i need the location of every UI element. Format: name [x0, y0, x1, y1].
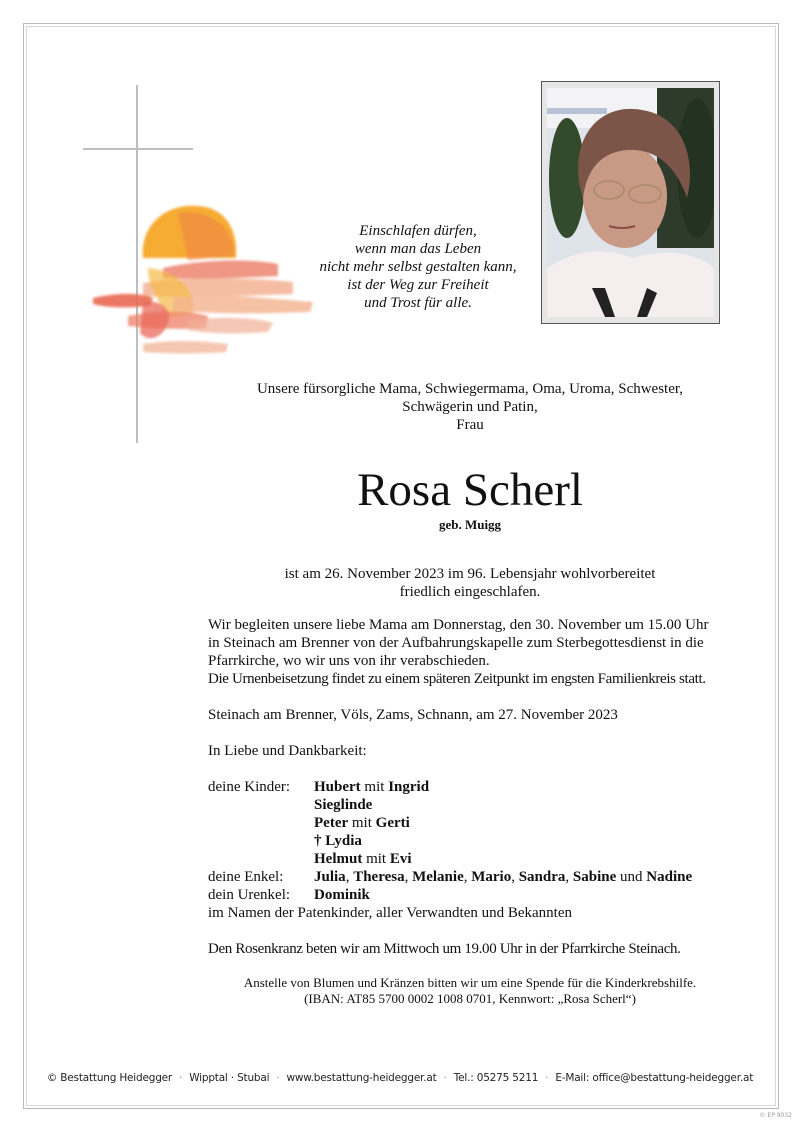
- funeral-line: Wir begleiten unsere liebe Mama am Donnerstag, den 30. November um 15.00 Uhr: [208, 617, 709, 633]
- intro-line: Unsere fürsorgliche Mama, Schwiegermama, Oma, Uroma, Schwester,: [256, 381, 684, 397]
- connector: mit: [348, 815, 376, 831]
- family-row: [208, 868, 748, 886]
- donation-iban: (IBAN: AT85 5700 0002 1008 0701, Kennwort: „Rosa Scherl“): [304, 991, 636, 1006]
- rosary-line: Den Rosenkranz beten wir am Mittwoch um 19.00 Uhr in der Pfarrkirche Steinach.: [208, 941, 681, 957]
- partner-name: Evi: [389, 851, 412, 867]
- poem-line: Einschlafen dürfen,: [359, 223, 477, 239]
- intro-line: Frau: [456, 417, 484, 433]
- separator: ,: [511, 869, 519, 885]
- funeral-line: Pfarrkirche, wo wir uns von ihr verabschieden.: [208, 653, 490, 669]
- footer-website[interactable]: www.bestattung-heidegger.at: [286, 1072, 437, 1084]
- grandchild-name: Theresa: [353, 869, 405, 885]
- child-name: Hubert: [314, 779, 361, 795]
- child-name: Sieglinde: [314, 797, 373, 813]
- funeral-line: Die Urnenbeisetzung findet zu einem späteren Zeitpunkt im engsten Familienkreis statt.: [208, 671, 706, 687]
- on-behalf-line: im Namen der Patenkinder, aller Verwandten und Bekannten: [208, 905, 573, 921]
- child-name: Peter: [314, 815, 349, 831]
- separator: ,: [463, 869, 472, 885]
- footer-copyright: © Bestattung Heidegger: [46, 1072, 173, 1084]
- family-row: [208, 814, 748, 832]
- family-row: [208, 778, 748, 796]
- family-row: [208, 832, 748, 850]
- separator: und: [616, 869, 647, 885]
- family-row: [208, 850, 748, 868]
- footer-email[interactable]: E-Mail: office@bestattung-heidegger.at: [555, 1072, 754, 1084]
- family-row: [208, 796, 748, 814]
- intro-text: [200, 380, 740, 434]
- deceased-name: Rosa Scherl: [357, 464, 583, 516]
- grandchild-name: Sabine: [572, 869, 617, 885]
- partner-name: Ingrid: [388, 779, 430, 795]
- footer: © Bestattung Heidegger · Wipptal · Stubai · www.bestattung-heidegger.at · Tel.: 05275 5211 · E-Mail: office@bestattung-heidegger.at: [46, 1072, 754, 1084]
- greatgrandchild-label: dein Urenkel:: [208, 887, 291, 903]
- grandchild-name: Melanie: [412, 869, 464, 885]
- funeral-text: [208, 616, 748, 688]
- connector: mit: [362, 851, 390, 867]
- partner-name: Gerti: [375, 815, 410, 831]
- separator: ,: [404, 869, 413, 885]
- footer-phone: Tel.: 05275 5211: [453, 1072, 539, 1084]
- poem-line: und Trost für alle.: [364, 295, 472, 311]
- family-row: [208, 904, 748, 922]
- connector: mit: [360, 779, 389, 795]
- donation-note: [200, 975, 740, 1007]
- grandchild-name: Nadine: [646, 869, 693, 885]
- maiden-name: geb. Muigg: [438, 517, 502, 532]
- intro-line: Schwägerin und Patin,: [402, 399, 538, 415]
- family-list: [208, 778, 748, 922]
- place-date: Steinach am Brenner, Völs, Zams, Schnann, am 27. November 2023: [208, 707, 618, 723]
- footer-region: Wipptal · Stubai: [189, 1072, 270, 1084]
- poem-line: wenn man das Leben: [354, 241, 482, 257]
- passing-line: friedlich eingeschlafen.: [399, 584, 541, 600]
- passing-line: ist am 26. November 2023 im 96. Lebensjahr wohlvorbereitet: [284, 566, 656, 582]
- separator: ,: [565, 869, 573, 885]
- grandchild-name: Sandra: [518, 869, 566, 885]
- poem: [300, 222, 536, 312]
- gratitude-line: In Liebe und Dankbarkeit:: [208, 743, 367, 759]
- child-name: Helmut: [314, 851, 363, 867]
- poem-line: ist der Weg zur Freiheit: [347, 277, 489, 293]
- document-code: © EP 9032: [759, 1112, 792, 1119]
- poem-line: nicht mehr selbst gestalten kann,: [319, 259, 517, 275]
- greatgrandchild-name: Dominik: [314, 887, 370, 903]
- grandchild-name: Julia: [314, 869, 346, 885]
- donation-line: Anstelle von Blumen und Kränzen bitten wir um eine Spende für die Kinderkrebshilfe.: [243, 975, 697, 990]
- family-row: [208, 886, 748, 904]
- portrait-photo: [541, 81, 720, 324]
- grandchild-name: Mario: [471, 869, 512, 885]
- separator: ,: [345, 869, 354, 885]
- children-label: deine Kinder:: [208, 779, 291, 795]
- sunset-watercolor-image: [88, 198, 318, 358]
- grandchildren-label: deine Enkel:: [208, 869, 284, 885]
- child-name: † Lydia: [314, 833, 362, 849]
- passing-text: [200, 565, 740, 601]
- funeral-line: in Steinach am Brenner von der Aufbahrungskapelle zum Sterbegottesdienst in die: [208, 635, 704, 651]
